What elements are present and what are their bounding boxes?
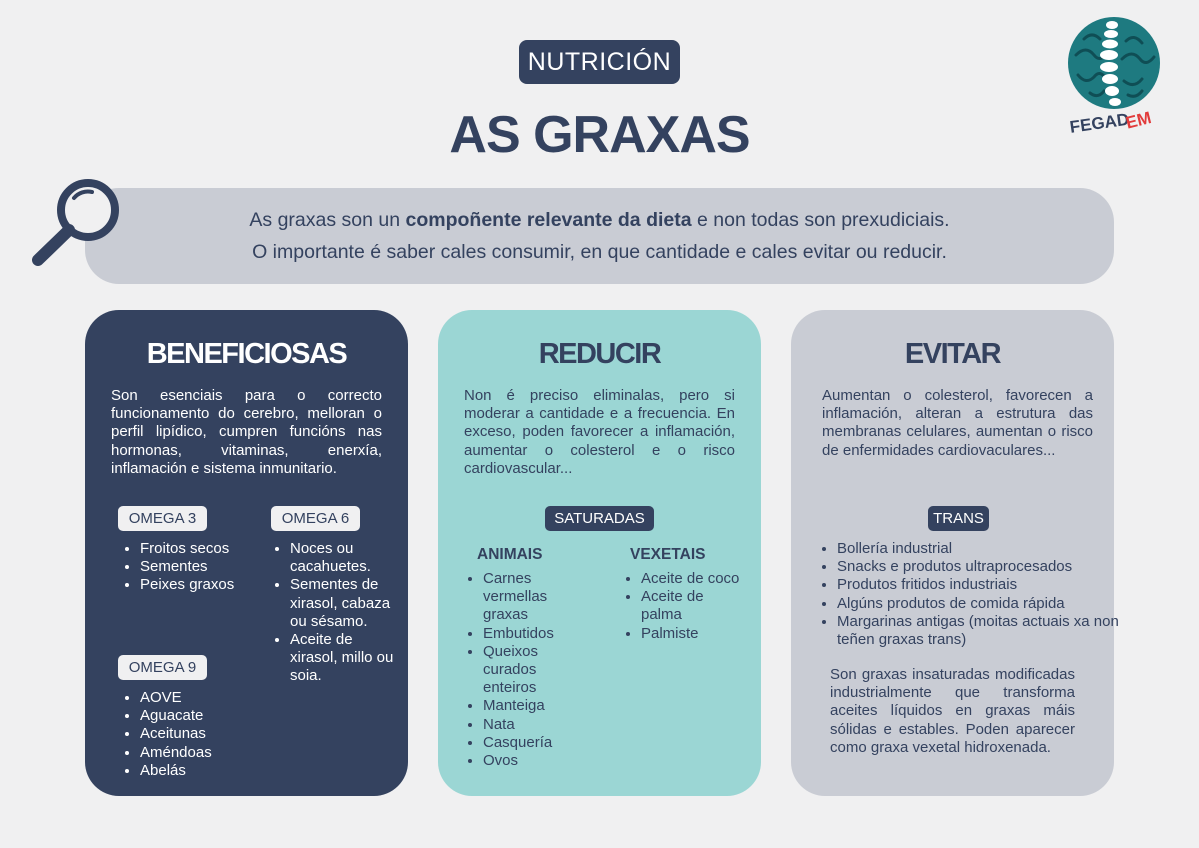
omega9-list — [120, 689, 260, 780]
omega3-list — [120, 540, 250, 595]
intro-line-2: O importante é saber cales consumir, en que cantidade e cales evitar ou reducir. — [252, 241, 947, 263]
list-item: • Palmiste — [641, 625, 741, 643]
list-item: • Améndoas — [140, 744, 260, 762]
svg-text:EM: EM — [1123, 108, 1154, 133]
list-item: • Froitos secos — [140, 540, 250, 558]
magnifier-icon — [28, 172, 128, 272]
saturadas-tag: SATURADAS — [545, 506, 654, 531]
list-item: • Produtos fritidos industriais — [837, 576, 1127, 594]
trans-list — [817, 540, 1127, 649]
page-title: AS GRAXAS — [449, 106, 750, 164]
vexetais-heading: VEXETAIS — [630, 546, 706, 563]
card-description: Non é preciso eliminalas, pero si moderar a cantidade e a frecuencia. En exceso, poden favorecer a inflamación, aumentar o colesterol e o risco cardiovascular... — [464, 387, 735, 477]
omega6-tag: OMEGA 6 — [271, 506, 360, 531]
card-reducir — [438, 310, 761, 796]
list-item: • Sementes de xirasol, cabaza ou sésamo. — [290, 576, 400, 631]
intro-highlight: compoñente relevante da dieta — [405, 209, 692, 231]
list-item: • Manteiga — [483, 697, 593, 715]
category-tag: NUTRICIÓN — [519, 40, 680, 84]
list-item: • Carnes vermellas graxas — [483, 570, 593, 625]
omega6-list — [270, 540, 400, 686]
intro-banner — [85, 188, 1114, 284]
list-item: • Snacks e produtos ultraprocesados — [837, 558, 1127, 576]
list-item: • Algúns produtos de comida rápida — [837, 595, 1127, 613]
list-item: • Embutidos — [483, 625, 593, 643]
list-item: • AOVE — [140, 689, 260, 707]
list-item: • Queixos curados enteiros — [483, 643, 593, 698]
card-title: REDUCIR — [538, 338, 661, 370]
card-description: Son esenciais para o correcto funcionamento do cerebro, melloran o perfil lipídico, cumpren funcións nas hormonas, vitaminas, enerxía, inflamación e sistema inmunitario. — [111, 387, 382, 477]
list-item: • Margarinas antigas (moitas actuais xa non teñen graxas trans) — [837, 613, 1127, 649]
intro-text: e non todas son prexudiciais. — [691, 209, 950, 231]
list-item: • Nata — [483, 716, 593, 734]
card-evitar — [791, 310, 1119, 796]
card-beneficiosas — [85, 310, 408, 796]
vexetais-list — [621, 570, 741, 643]
card-title: BENEFICIOSAS — [146, 338, 347, 370]
list-item: • Casquería — [483, 734, 593, 752]
list-item: • Aceite de xirasol, millo ou soia. — [290, 631, 400, 686]
list-item: • Abelás — [140, 762, 260, 780]
intro-text: As graxas son un — [249, 209, 406, 231]
omega3-tag: OMEGA 3 — [118, 506, 207, 531]
list-item: • Aguacate — [140, 707, 260, 725]
animais-list — [463, 570, 593, 770]
intro-line-1 — [249, 204, 949, 236]
trans-note: Son graxas insaturadas modificadas industrialmente que transforma aceites líquidos en graxas máis sólidas e estables. Poden aparecer como graxa vexetal hidroxenada. — [830, 666, 1075, 756]
list-item: • Aceitunas — [140, 725, 260, 743]
list-item: • Ovos — [483, 752, 593, 770]
list-item: • Noces ou cacahuetes. — [290, 540, 400, 576]
list-item: • Aceite de coco — [641, 570, 741, 588]
list-item: • Bollería industrial — [837, 540, 1127, 558]
spine-brain-icon — [1062, 15, 1166, 133]
card-title: EVITAR — [904, 338, 1001, 370]
fegadem-logo — [1062, 15, 1166, 133]
list-item: • Aceite de palma — [641, 588, 741, 624]
list-item: • Peixes graxos — [140, 576, 250, 594]
list-item: • Sementes — [140, 558, 250, 576]
trans-tag: TRANS — [928, 506, 989, 531]
omega9-tag: OMEGA 9 — [118, 655, 207, 680]
svg-text:FEGAD: FEGAD — [1068, 109, 1131, 133]
animais-heading: ANIMAIS — [477, 546, 543, 563]
card-description: Aumentan o colesterol, favorecen a inflamación, alteran a estrutura das membranas celulares, aumentan o risco de enfermidades cardiovaculares... — [822, 387, 1093, 459]
